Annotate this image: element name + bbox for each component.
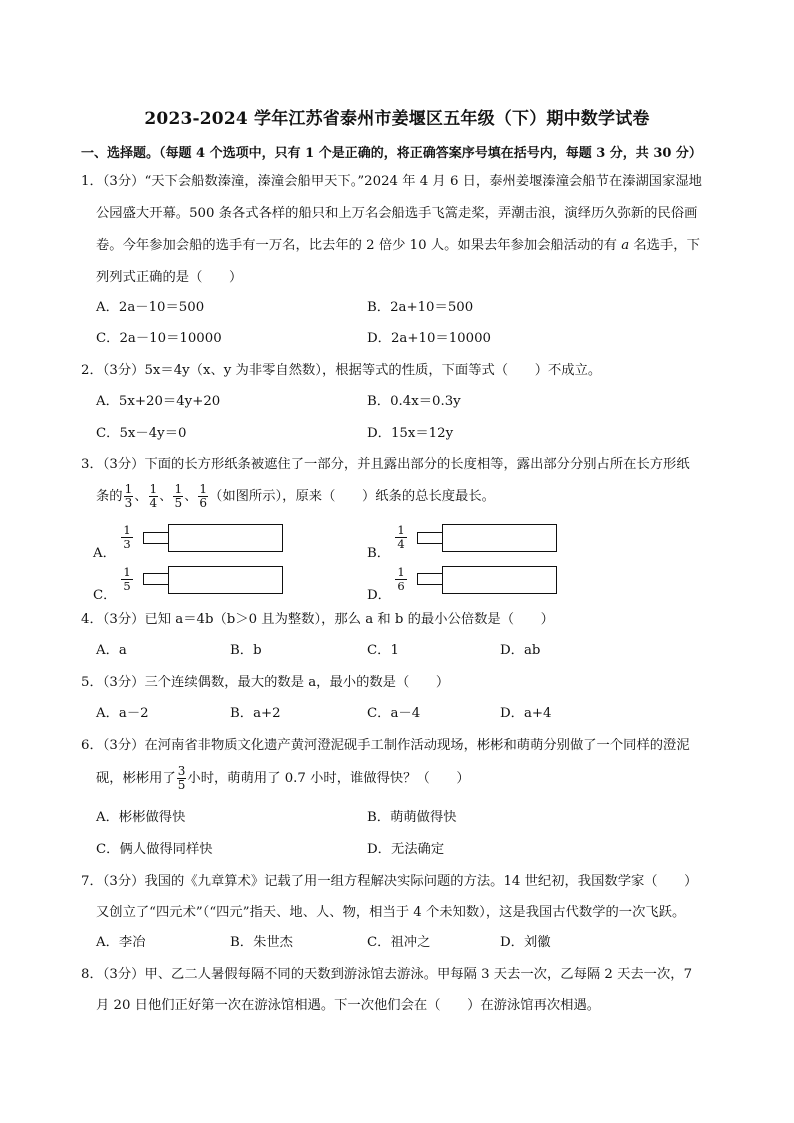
q7-option-c[interactable]: C．祖冲之 [367, 935, 431, 950]
q2-option-d[interactable]: D．15x＝12y [367, 426, 454, 441]
page-title: 2023-2024 学年江苏省泰州市姜堰区五年级（下）期中数学试卷 [144, 109, 650, 129]
q4-option-a[interactable]: A．a [96, 643, 127, 658]
figure-c-fraction: 1 5 [121, 566, 133, 593]
q5-option-d[interactable]: D．a+4 [500, 706, 552, 721]
q3-option-d[interactable]: D． [367, 588, 391, 603]
q6-option-a[interactable]: A．彬彬做得快 [96, 810, 186, 825]
q3-option-c[interactable]: C． [93, 588, 117, 603]
q4-option-c[interactable]: C．1 [367, 643, 399, 658]
fraction-one-fourth: $\frac{1}{4}$ [149, 482, 158, 510]
fraction-one-third: $\frac{1}{3}$ [124, 482, 133, 510]
q6-line-2-end: 小时，萌萌用了 0.7 小时，谁做得快？（ ） [187, 771, 470, 786]
q5-line-1: 5．（3分）三个连续偶数，最大的数是 a，最小的数是（ ） [81, 675, 450, 690]
q1-line-2: 公园盛大开幕。500 条各式各样的船只和上万名会船选手飞篙走桨，弄潮击浪，演绎历久弥新的民俗画 [96, 206, 698, 221]
figure-c-exposed-strip [143, 573, 169, 585]
figure-d-fraction: 1 6 [395, 566, 407, 593]
q3-line-2: 条的 $\frac{1}{3}$ 、 $\frac{1}{4}$ 、 $\frac{1}{5}$ 、 $\frac{1}{6}$ （如图所示），原来（ ）纸条的总长度最长。 [96, 482, 495, 510]
q7-line-2: 又创立了“四元术”（“四元”指天、地、人、物，相当于 4 个未知数），这是我国古代数学的一次飞跃。 [96, 905, 686, 920]
q5-option-c[interactable]: C．a－4 [367, 706, 421, 721]
q2-option-b[interactable]: B．0.4x＝0.3y [367, 394, 461, 409]
q7-line-1: 7．（3分）我国的《九章算术》记载了用一组方程解决实际问题的方法。14 世纪初，我国数学家（ ） [81, 874, 698, 889]
figure-b-exposed-strip [417, 532, 443, 544]
q1-line-3 [96, 236, 700, 256]
q1-option-d[interactable]: D．2a+10＝10000 [367, 331, 492, 346]
figure-c-covered-strip [168, 566, 283, 594]
q1-line-4: 列列式正确的是（ ） [96, 270, 243, 285]
q6-option-b[interactable]: B．萌萌做得快 [367, 810, 457, 825]
q6-line-2-start: 砚，彬彬用了 [96, 771, 176, 786]
q3-line-2-end: （如图所示），原来（ ）纸条的总长度最长。 [209, 489, 495, 504]
figure-b-covered-strip [442, 524, 557, 552]
figure-b-fraction: 1 4 [395, 524, 407, 551]
q1-option-a[interactable]: A．2a－10＝500 [96, 300, 205, 315]
q2-option-a[interactable]: A．5x+20＝4y+20 [96, 394, 221, 409]
q7-option-b[interactable]: B．朱世杰 [230, 935, 293, 950]
q3-option-b[interactable]: B． [367, 546, 391, 561]
q1-line-3-end: 名选手，下 [633, 238, 700, 253]
q4-option-d[interactable]: D．ab [500, 643, 541, 658]
figure-a-covered-strip [168, 524, 283, 552]
q8-line-1: 8．（3分）甲、乙二人暑假每隔不同的天数到游泳馆去游泳。甲每隔 3 天去一次，乙每隔 2 天去一次，7 [81, 967, 693, 982]
q8-line-2: 月 20 日他们正好第一次在游泳馆相遇。下一次他们会在（ ）在游泳馆再次相遇。 [96, 998, 601, 1013]
q6-line-1: 6．（3分）在河南省非物质文化遗产黄河澄泥砚手工制作活动现场，彬彬和萌萌分别做了一个同样的澄泥 [81, 738, 690, 753]
q1-var: a [621, 238, 630, 253]
figure-d-exposed-strip [417, 573, 443, 585]
q6-option-c[interactable]: C．俩人做得同样快 [96, 842, 213, 857]
q2-option-c[interactable]: C．5x－4y＝0 [96, 426, 187, 441]
q4-option-b[interactable]: B．b [230, 643, 262, 658]
fraction-one-fifth: $\frac{1}{5}$ [174, 482, 183, 510]
q3-option-a[interactable]: A． [93, 546, 116, 561]
q5-option-b[interactable]: B．a+2 [230, 706, 281, 721]
q7-option-d[interactable]: D．刘徽 [500, 935, 551, 950]
q5-option-a[interactable]: A．a－2 [96, 706, 149, 721]
q6-option-d[interactable]: D．无法确定 [367, 842, 445, 857]
q3-line-2-start: 条的 [96, 489, 123, 504]
q4-line-1: 4．（3分）已知 a＝4b（b＞0 且为整数），那么 a 和 b 的最小公倍数是（ ） [81, 612, 554, 627]
section-heading: 一、选择题。（每题 4 个选项中，只有 1 个是正确的，将正确答案序号填在括号内，每题 3 分，共 30 分） [81, 146, 702, 161]
q1-option-c[interactable]: C．2a－10＝10000 [96, 331, 222, 346]
q3-line-1: 3．（3分）下面的长方形纸条被遮住了一部分，并且露出部分的长度相等，露出部分分别占所在长方形纸 [81, 457, 690, 472]
fraction-three-fifths: $\frac{3}{5}$ [177, 764, 186, 792]
q1-option-b[interactable]: B．2a+10＝500 [367, 300, 474, 315]
figure-d-covered-strip [442, 566, 557, 594]
figure-a-exposed-strip [143, 532, 169, 544]
q1-line-1: 1．（3分）“天下会船数溱潼，溱潼会船甲天下。”2024 年 4 月 6 日，泰州姜堰溱潼会船节在溱湖国家湿地 [81, 174, 702, 189]
q7-option-a[interactable]: A．李冶 [96, 935, 146, 950]
fraction-one-sixth: $\frac{1}{6}$ [199, 482, 208, 510]
figure-a-fraction: 1 3 [121, 524, 133, 551]
q6-line-2 [96, 764, 470, 794]
q2-line-1: 2．（3分）5x＝4y（x、y 为非零自然数），根据等式的性质，下面等式（ ）不成立。 [81, 363, 602, 378]
q1-line-3-text: 卷。今年参加会船的选手有一万名，比去年的 2 倍少 10 人。如果去年参加会船活动的有 [96, 238, 617, 253]
